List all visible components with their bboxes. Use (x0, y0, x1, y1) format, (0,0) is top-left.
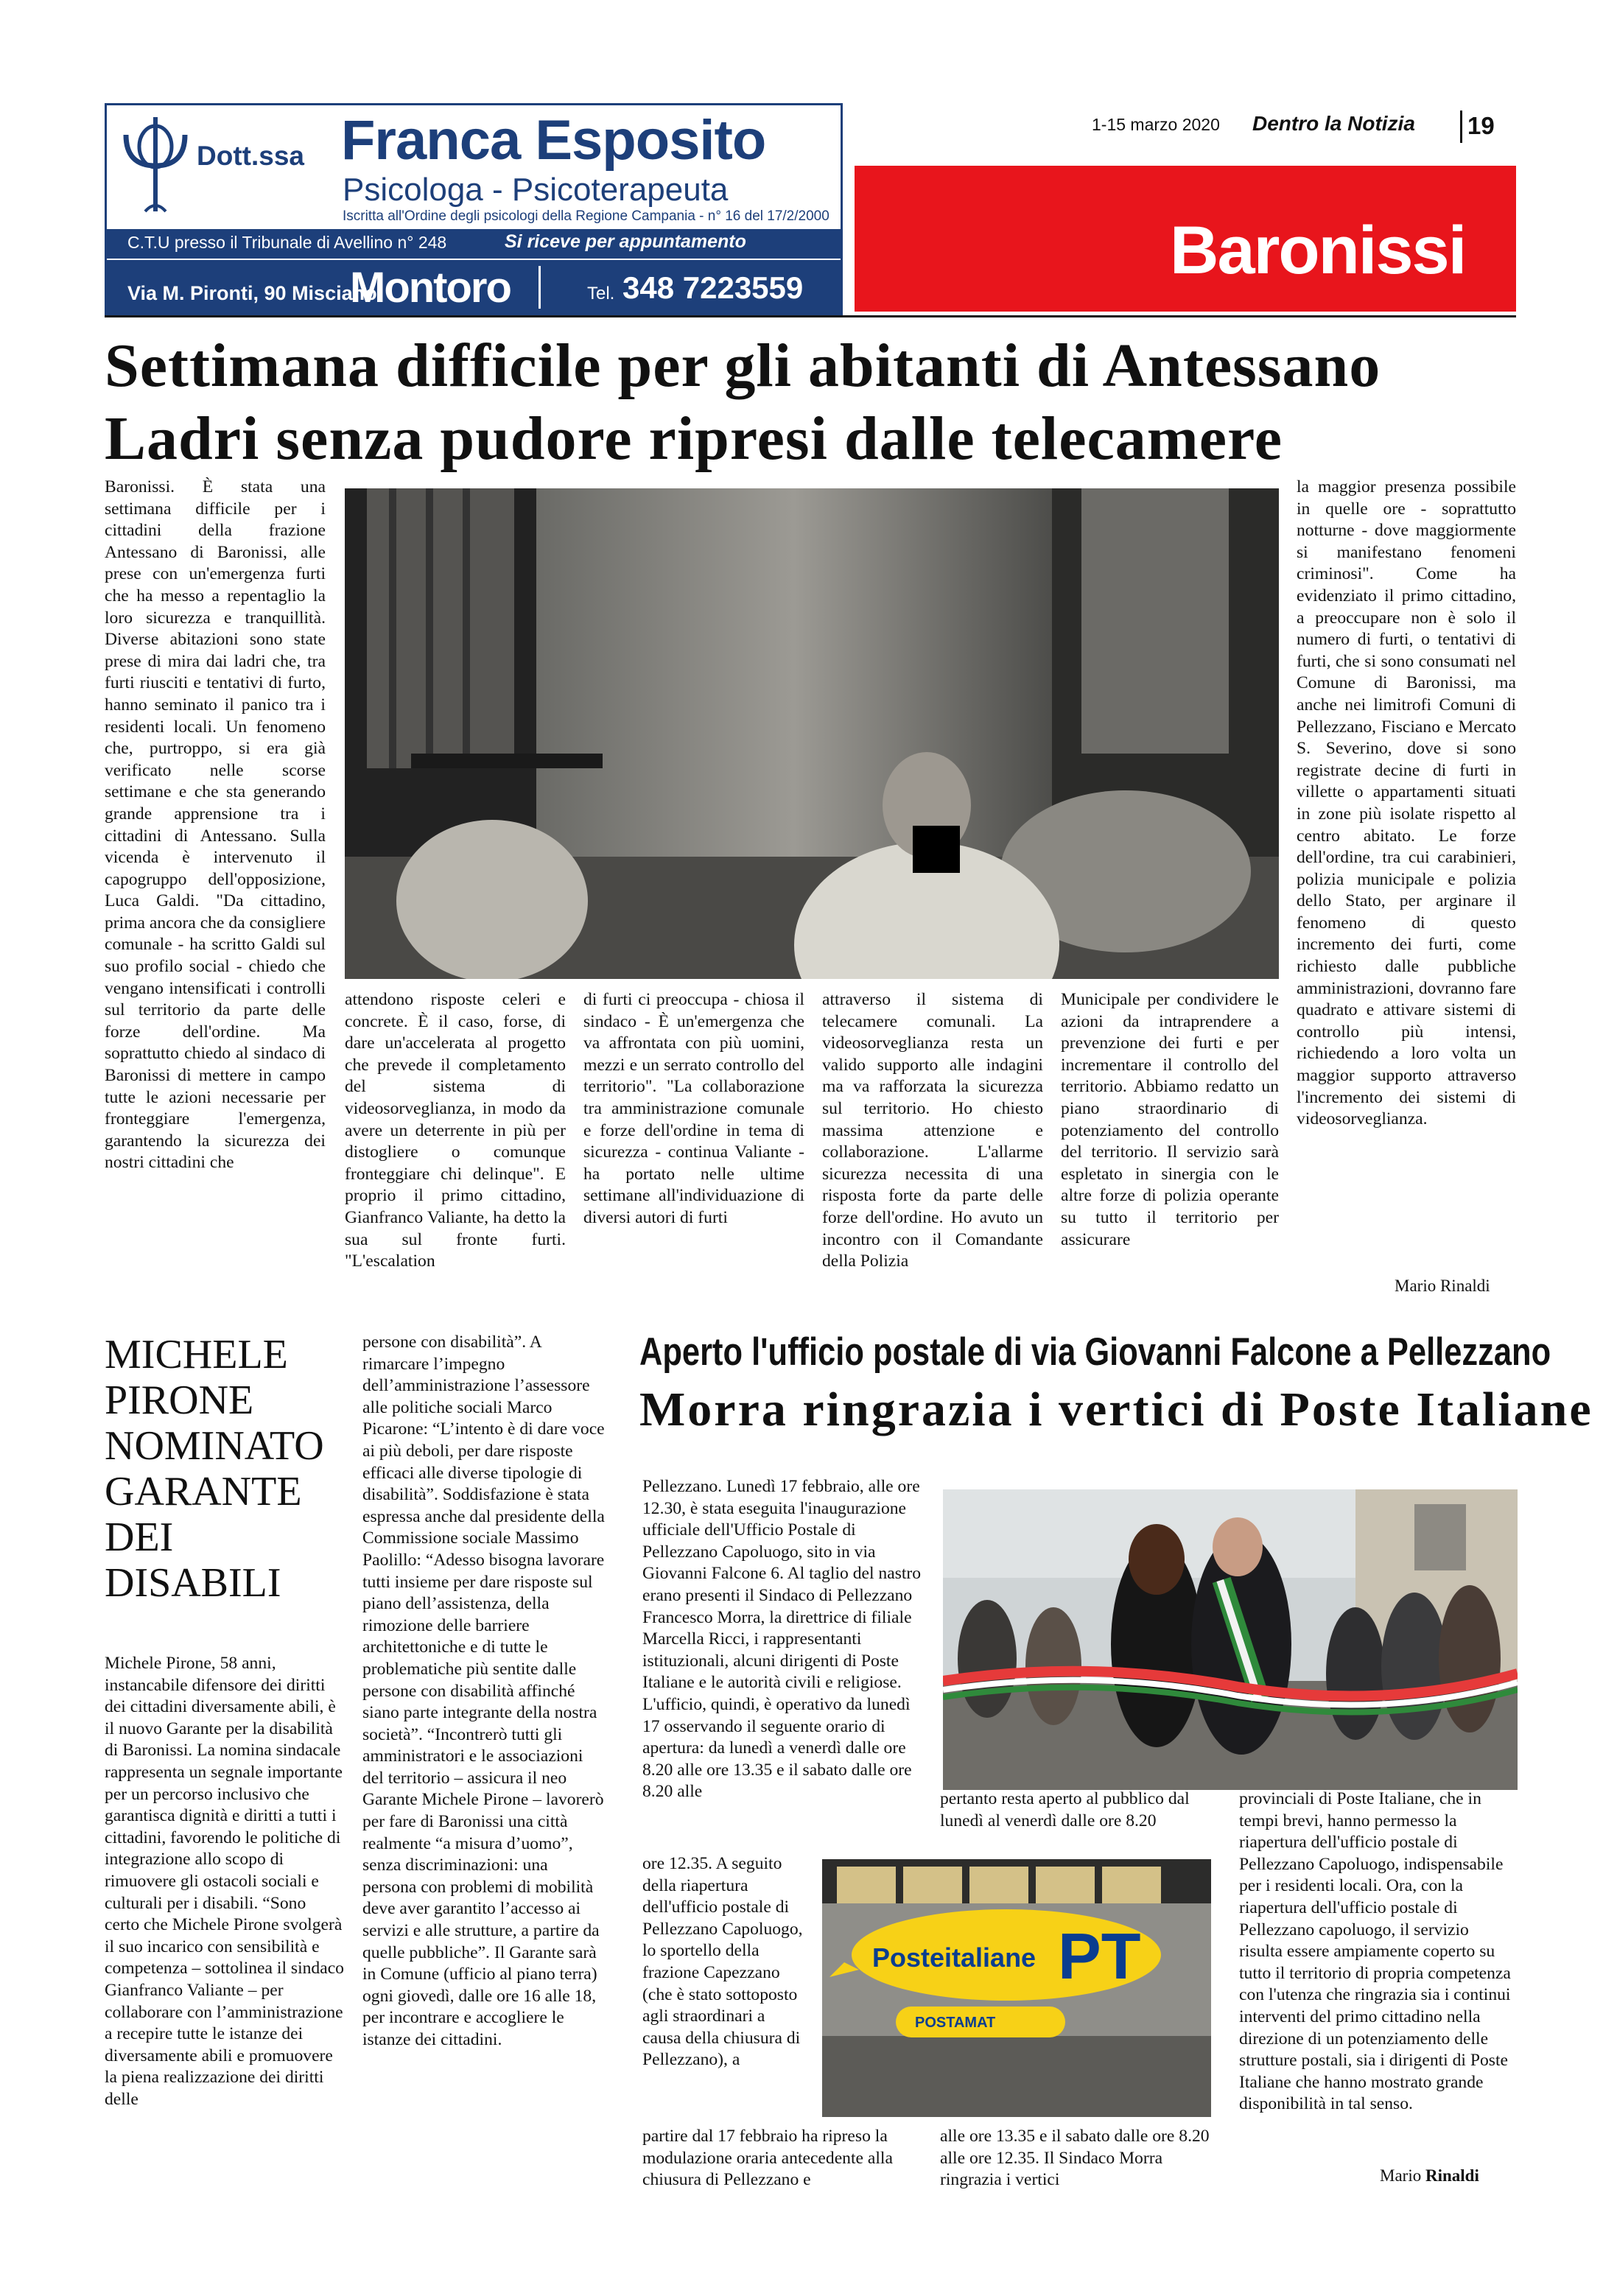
article1-column-3 (583, 989, 804, 1229)
section-title: Baronissi (1170, 213, 1466, 288)
ad-appointment: Si riceve per appuntamento (505, 231, 746, 252)
ad-address: Via M. Pironti, 90 Misciano (127, 282, 377, 304)
byline-first: Mario (1380, 2166, 1422, 2185)
ad-name: Franca Esposito (341, 109, 766, 172)
ad-ctu: C.T.U presso il Tribunale di Avellino n° 248 (127, 233, 447, 252)
article2-headline: MICHELE PIRONE NOMINATO GARANTE DEI DISABILI (105, 1332, 324, 1606)
article1-subheadline: Ladri senza pudore ripresi dalle telecamere (105, 404, 1283, 473)
article1-text: di furti ci preoccupa - chiosa il sindaco - È un'emergenza che va affrontata con più uomini, mezzi e un serrato controllo del territorio". "La collaborazione tra amministrazione comunale e forze dell'ordine in tema di sicurezza - continua Valiante - ha portato nelle ultime settimane all'individuazione di diversi autori di furti (583, 990, 804, 1227)
article3-column-1a (642, 1476, 922, 1803)
article3-column-2a (940, 1788, 1220, 1832)
article1-text: Municipale per condividere le azioni da intraprendere a prevenzione dei furti e per incrementare il controllo del territorio. Abbiamo redatto un piano straordinario di potenziamento del controllo del territorio. Il servizio sarà espletato in sinergia con le altre forze di polizia operante su tutto il territorio per assicurare (1061, 990, 1279, 1249)
article3-text: alle ore 13.35 e il sabato dalle ore 8.20 alle ore 12.35. Il Sindaco Morra ringrazia i vertici (940, 2127, 1210, 2190)
article3-text: ore 12.35. A seguito della riapertura dell'ufficio postale di Pellezzano Capoluogo, lo sportello della frazione Capezzano (che è stato sottoposto agli straordinari a causa della chiusura di Pellezzano), a (642, 1854, 803, 2070)
article3-byline (1380, 2166, 1479, 2186)
article1-column-5 (1061, 989, 1279, 1251)
article3-text: Pellezzano. Lunedì 17 febbraio, alle ore 12.30, è stata eseguita l'inaugurazione ufficiale dell'Ufficio Postale di Pellezzano Capoluogo, sito in via Giovanni Falcone 6. Al taglio del nastro erano presenti il Sindaco di Pellezzano Francesco Morra, la direttrice di filiale Marcella Ricci, i rappresentanti istituzionali, alcuni dirigenti di Poste Italiane e le autorità civili e religiose. L'ufficio, quindi, è operativo da lunedì 17 osservando il seguente orario di apertura: da lunedì a venerdì dalle ore 8.20 alle ore 13.35 e il sabato dalle ore 8.20 alle (642, 1477, 922, 1802)
page-number-divider (1460, 110, 1462, 143)
article1-column-2 (345, 989, 566, 1273)
issue-date: 1-15 marzo 2020 (1092, 115, 1220, 134)
article3-text: partire dal 17 febbraio ha ripreso la modulazione oraria antecedente alla chiusura di Pellezzano e (642, 2127, 893, 2190)
article2-text: Michele Pirone, 58 anni, instancabile difensore dei diritti dei cittadini diversamente abili, è il nuovo Garante per la disabilità di Baronissi. La nomina sindacale rappresenta un segnale importante per un percorso inclusivo che garantisca dignità e diritti a tutti i cittadini, favorendo le politiche di integrazione allo scopo di rimuovere gli ostacoli sociali e culturali per i disabili. “Sono certo che Michele Pirone svolgerà il suo incarico con sensibilità e competenza – sottolinea il sindaco Gianfranco Valiante – per collaborare con l’amministrazione a recepire tutte le istanze dei diversamente abili e promuovere la piena realizzazione dei diritti delle (105, 1654, 344, 2109)
article3-column-2b (940, 2126, 1220, 2191)
article3-subheadline: Morra ringrazia i vertici di Poste Italiane (639, 1383, 1593, 1436)
ad-contact-bar (107, 260, 841, 313)
sign-postamat: POSTAMAT (915, 2015, 996, 2031)
article2-column-1 (105, 1653, 344, 2110)
article3-headline: Aperto l'ufficio postale di via Giovanni Falcone a Pellezzano (639, 1330, 1551, 1374)
ad-divider (539, 266, 541, 309)
page-number: 19 (1467, 112, 1495, 139)
poste-italiane-sign-photo (822, 1859, 1211, 2117)
ad-title: Dott.ssa (197, 141, 304, 171)
article1-text: la maggior presenza possibile in quelle ore - soprattutto notturne - dove maggiormente si manifestano fenomeni criminosi". Come ha evidenziato il primo cittadino, a preoccupare non è solo il numero di furti, o tentativi di furti, che si sono consumati nel Comune di Baronissi, ma anche nei limitrofi Comuni di Pellezzano, Fisciano e Mercato S. Severino, dove si sono registrate decine di furti in villette o appartamenti situati in zone più isolate rispetto al centro abitato. Le forze dell'ordine, tra cui carabinieri, polizia municipale e polizia dello Stato, per arginare il fenomeno di questo incremento dei furti, come richiesto dalle pubbliche amministrazioni, dovranno fare quadrato e attivare sistemi di controllo più intensi, richiedendo a loro volta un maggior supporto attraverso l'incremento dei sistemi di videosorveglianza. (1297, 477, 1516, 1129)
article1-column-4 (822, 989, 1043, 1273)
advertisement-banner (105, 103, 843, 315)
ad-info-bar (107, 229, 841, 259)
article3-column-3 (1239, 1788, 1516, 2116)
sign-pt: PT (1058, 1920, 1141, 1993)
ad-tel-label: Tel. (587, 284, 615, 303)
ad-phone: 348 7223559 (622, 270, 804, 305)
article1-byline: Mario Rinaldi (1395, 1277, 1490, 1295)
article1-column-1 (105, 477, 326, 1174)
article3-column-1c (642, 2126, 908, 2191)
article3-column-1b (642, 1853, 804, 2071)
article2-column-2 (362, 1332, 606, 2051)
header-rule (105, 315, 1516, 317)
ad-role: Psicologa - Psicoterapeuta (343, 172, 729, 208)
article1-headline: Settimana difficile per gli abitanti di Antessano (105, 331, 1381, 400)
article1-text: attraverso il sistema di telecamere comunali. La videosorveglianza resta un valido supporto alle indagini ma va rafforzata la sicurezza sul territorio. Ho chiesto massima attenzione e collaborazione. L'allarme sicurezza necessita di una risposta forte da parte delle forze dell'ordine. Ho avuto un incontro con il Comandante della Polizia (822, 990, 1043, 1271)
byline-last: Rinaldi (1425, 2166, 1479, 2185)
ribbon-cutting-photo (943, 1489, 1518, 1790)
ad-registration: Iscritta all'Ordine degli psicologi della Regione Campania - n° 16 del 17/2/2000 (343, 208, 829, 224)
article2-text: persone con disabilità”. A rimarcare l’impegno dell’amministrazione l’assessore alle politiche sociali Marco Picarone: “L’intento è di dare voce ai più deboli, per dare risposte efficaci alle diverse tipologie di disabilità”. Soddisfazione è stata espressa anche dal presidente della Commissione sociale Massimo Paolillo: “Adesso bisogna lavorare tutti insieme per dare risposte sul piano dell’assistenza, della rimozione delle barriere architettoniche e di tutte le problematiche più sentite dalle persone con disabilità affinché siano parte integrante della nostra società”. “Incontrerò tutti gli amministratori e le associazioni del territorio – assicura il neo Garante Michele Pirone – lavorerò per fare di Baronissi una città realmente “a misura d’uomo”, senza discriminazioni: una persona con problemi di mobilità deve aver garantito l’accesso ai servizi e alle strutture, a partire da quelle pubbliche”. Il Garante sarà in Comune (ufficio al piano terra) ogni giovedì, dalle ore 16 alle 18, per incontrare e accogliere le istanze dei cittadini. (362, 1333, 605, 2049)
psi-logo-icon (116, 113, 195, 216)
paper-name: Dentro la Notizia (1252, 112, 1415, 135)
article1-text: Baronissi. È stata una settimana difficile per i cittadini della frazione Antessano di Baronissi, alle prese con un'emergenza furti che ha messo a repentaglio la loro sicurezza e tranquillità. Diverse abitazioni sono state prese di mira dai ladri che, tra furti riusciti e tentativi di furto, hanno seminato il panico tra i residenti locali. Un fenomeno che, purtroppo, si era già verificato nelle scorse settimane e che sta generando grande apprensione tra i cittadini di Antessano. Sulla vicenda è intervenuto il capogruppo dell'opposizione, Luca Galdi. "Da cittadino, prima ancora che da consigliere comunale - ha scritto Galdi sul suo profilo social - chiedo che vengano intensificati i controlli sul territorio da parte delle forze dell'ordine. Ma soprattutto chiedo al sindaco di Baronissi di mettere in campo tutte le azioni necessarie per fronteggiare l'emergenza, garantendo la sicurezza dei nostri cittadini che (105, 477, 326, 1173)
ad-town: Montoro (350, 264, 511, 312)
article1-text: attendono risposte celeri e concrete. È il caso, forse, di dare un'accelerata al progetto che prevede il completamento del sistema di videosorveglianza, in modo da avere un deterrente in più per distogliere o comunque fronteggiare chi delinque". E proprio il primo cittadino, Gianfranco Valiante, ha detto la sua sul fronte furti. "L'escalation (345, 990, 566, 1271)
sign-brand: Posteitaliane (872, 1942, 1037, 1973)
article1-column-6 (1297, 477, 1516, 1131)
surveillance-photo (345, 488, 1279, 979)
article3-text: pertanto resta aperto al pubblico dal lunedì al venerdì dalle ore 8.20 (940, 1789, 1190, 1830)
article3-text: provinciali di Poste Italiane, che in tempi brevi, hanno permesso la riapertura dell'ufficio postale di Pellezzano Capoluogo, indispensabile per i residenti locali. Ora, con la riapertura dell'ufficio postale di Pellezzano capoluogo, il servizio risulta essere ampiamente coperto su tutto il territorio di propria competenza con l'utenza che ringrazia sia i continui interventi del primo cittadino nella direzione di un potenziamento delle strutture postali, sia i dirigenti di Poste Italiane che hanno mostrato grande disponibilità in tal senso. (1239, 1789, 1511, 2114)
